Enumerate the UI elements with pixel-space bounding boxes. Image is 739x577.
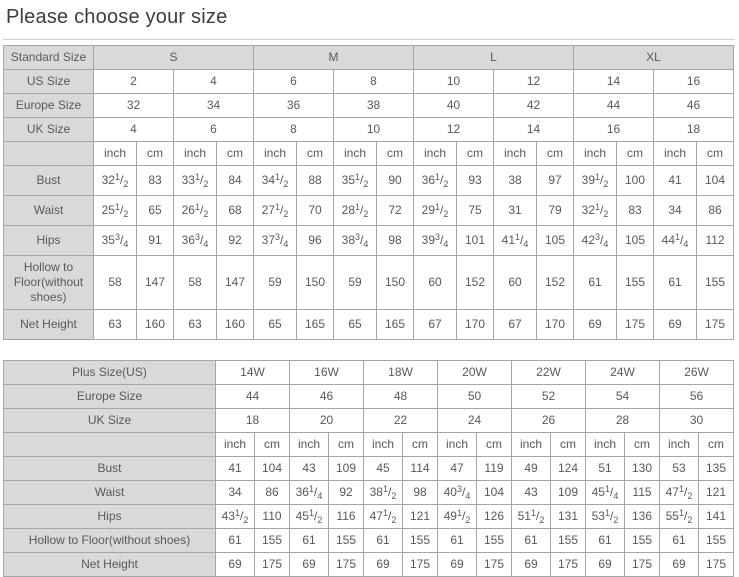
value-cell: 104 xyxy=(477,481,512,505)
value-cell: 83 xyxy=(137,166,174,196)
value-cell: 175 xyxy=(477,553,512,577)
value-cell: 67 xyxy=(414,310,457,340)
page-title: Please choose your size xyxy=(6,6,228,28)
value-cell: 175 xyxy=(551,553,586,577)
size-group-header-cell: S xyxy=(94,46,254,70)
value-cell: 46 xyxy=(290,385,364,409)
value-cell: 126 xyxy=(477,505,512,529)
value-cell: 24W xyxy=(586,361,660,385)
value-cell: 12 xyxy=(494,70,574,94)
value-cell: 105 xyxy=(617,226,654,256)
table-row xyxy=(4,433,734,457)
value-cell: $47^1/_2$ xyxy=(660,481,699,505)
value-cell: 69 xyxy=(660,553,699,577)
value-cell: 104 xyxy=(255,457,290,481)
row-label-cell: Net Height xyxy=(4,310,94,340)
value-cell: 130 xyxy=(625,457,660,481)
corner-label-cell: Standard Size xyxy=(4,46,94,70)
value-cell: 98 xyxy=(403,481,438,505)
table-row xyxy=(4,385,734,409)
value-cell: 69 xyxy=(364,553,403,577)
value-cell: 14W xyxy=(216,361,290,385)
value-cell: 26W xyxy=(660,361,734,385)
value-cell: 69 xyxy=(574,310,617,340)
value-cell: 170 xyxy=(457,310,494,340)
value-cell: 53 xyxy=(660,457,699,481)
table-row xyxy=(4,70,734,94)
value-cell: 121 xyxy=(403,505,438,529)
row-label-cell: Hips xyxy=(4,226,94,256)
value-cell: 150 xyxy=(377,256,414,310)
value-cell: 69 xyxy=(438,553,477,577)
unit-header-cell: inch xyxy=(216,433,255,457)
unit-header-cell: inch xyxy=(334,142,377,166)
value-cell: 88 xyxy=(297,166,334,196)
value-cell: 68 xyxy=(217,196,254,226)
value-cell: 119 xyxy=(477,457,512,481)
value-cell: 10 xyxy=(334,118,414,142)
value-cell: 135 xyxy=(699,457,734,481)
row-label-cell: Net Height xyxy=(4,553,216,577)
unit-header-cell: inch xyxy=(660,433,699,457)
value-cell: 50 xyxy=(438,385,512,409)
value-cell: 16 xyxy=(654,70,734,94)
value-cell: 46 xyxy=(654,94,734,118)
value-cell: 152 xyxy=(457,256,494,310)
value-cell: 86 xyxy=(255,481,290,505)
value-cell: 60 xyxy=(414,256,457,310)
unit-header-cell: cm xyxy=(255,433,290,457)
unit-header-cell: inch xyxy=(654,142,697,166)
value-cell: 175 xyxy=(699,553,734,577)
row-label-cell: US Size xyxy=(4,70,94,94)
table-row xyxy=(4,226,734,256)
value-cell: 155 xyxy=(699,529,734,553)
unit-header-cell: cm xyxy=(697,142,734,166)
value-cell: 45 xyxy=(364,457,403,481)
value-cell: $26^1/_2$ xyxy=(174,196,217,226)
value-cell: $36^1/_2$ xyxy=(414,166,457,196)
standard-size-table xyxy=(3,45,734,340)
value-cell: 51 xyxy=(586,457,625,481)
value-cell: 67 xyxy=(494,310,537,340)
value-cell: 175 xyxy=(625,553,660,577)
value-cell: $37^3/_4$ xyxy=(254,226,297,256)
value-cell: 18 xyxy=(216,409,290,433)
value-cell: $39^1/_2$ xyxy=(574,166,617,196)
value-cell: $41^1/_4$ xyxy=(494,226,537,256)
unit-header-cell: cm xyxy=(137,142,174,166)
unit-header-cell: cm xyxy=(617,142,654,166)
value-cell: $42^3/_4$ xyxy=(574,226,617,256)
value-cell: 12 xyxy=(414,118,494,142)
unit-header-cell: cm xyxy=(551,433,586,457)
value-cell: 48 xyxy=(364,385,438,409)
value-cell: 36 xyxy=(254,94,334,118)
value-cell: 61 xyxy=(290,529,329,553)
value-cell: $39^3/_4$ xyxy=(414,226,457,256)
value-cell: 86 xyxy=(697,196,734,226)
value-cell: $34^1/_2$ xyxy=(254,166,297,196)
row-label-cell xyxy=(4,433,216,457)
value-cell: 52 xyxy=(512,385,586,409)
value-cell: 30 xyxy=(660,409,734,433)
value-cell: $53^1/_2$ xyxy=(586,505,625,529)
value-cell: 44 xyxy=(574,94,654,118)
unit-header-cell: cm xyxy=(537,142,574,166)
value-cell: 97 xyxy=(537,166,574,196)
row-label-cell: Hollow to Floor(without shoes) xyxy=(4,256,94,310)
size-group-header-cell: L xyxy=(414,46,574,70)
value-cell: 112 xyxy=(697,226,734,256)
value-cell: $36^3/_4$ xyxy=(174,226,217,256)
table-row xyxy=(4,457,734,481)
unit-header-cell: inch xyxy=(574,142,617,166)
value-cell: 109 xyxy=(551,481,586,505)
unit-header-cell: inch xyxy=(512,433,551,457)
value-cell: 14 xyxy=(574,70,654,94)
value-cell: 92 xyxy=(217,226,254,256)
row-label-cell xyxy=(4,142,94,166)
value-cell: 175 xyxy=(329,553,364,577)
value-cell: 61 xyxy=(438,529,477,553)
row-label-cell: UK Size xyxy=(4,409,216,433)
value-cell: 58 xyxy=(94,256,137,310)
value-cell: 61 xyxy=(364,529,403,553)
value-cell: 61 xyxy=(574,256,617,310)
unit-header-cell: inch xyxy=(494,142,537,166)
value-cell: 42 xyxy=(494,94,574,118)
value-cell: 49 xyxy=(512,457,551,481)
value-cell: 24 xyxy=(438,409,512,433)
table-row xyxy=(4,505,734,529)
value-cell: $45^1/_2$ xyxy=(290,505,329,529)
value-cell: 18W xyxy=(364,361,438,385)
row-label-cell: Waist xyxy=(4,481,216,505)
table-row xyxy=(4,310,734,340)
value-cell: $25^1/_2$ xyxy=(94,196,137,226)
table-row xyxy=(4,166,734,196)
value-cell: 61 xyxy=(654,256,697,310)
value-cell: 20W xyxy=(438,361,512,385)
value-cell: 175 xyxy=(697,310,734,340)
value-cell: 160 xyxy=(217,310,254,340)
table-row xyxy=(4,142,734,166)
divider xyxy=(3,39,735,40)
value-cell: 175 xyxy=(617,310,654,340)
value-cell: 56 xyxy=(660,385,734,409)
value-cell: 98 xyxy=(377,226,414,256)
value-cell: $51^1/_2$ xyxy=(512,505,551,529)
plus-size-table xyxy=(3,360,734,577)
value-cell: 59 xyxy=(254,256,297,310)
value-cell: 155 xyxy=(329,529,364,553)
row-label-cell: Bust xyxy=(4,166,94,196)
value-cell: 61 xyxy=(660,529,699,553)
row-label-cell: Bust xyxy=(4,457,216,481)
unit-header-cell: cm xyxy=(403,433,438,457)
value-cell: 22 xyxy=(364,409,438,433)
value-cell: 6 xyxy=(174,118,254,142)
value-cell: 40 xyxy=(414,94,494,118)
value-cell: 116 xyxy=(329,505,364,529)
unit-header-cell: cm xyxy=(329,433,364,457)
value-cell: $29^1/_2$ xyxy=(414,196,457,226)
value-cell: 69 xyxy=(512,553,551,577)
row-label-cell: Waist xyxy=(4,196,94,226)
value-cell: 124 xyxy=(551,457,586,481)
value-cell: 6 xyxy=(254,70,334,94)
value-cell: 20 xyxy=(290,409,364,433)
table-row xyxy=(4,196,734,226)
value-cell: 84 xyxy=(217,166,254,196)
value-cell: 147 xyxy=(137,256,174,310)
value-cell: $45^1/_4$ xyxy=(586,481,625,505)
unit-header-cell: inch xyxy=(174,142,217,166)
table-row xyxy=(4,46,734,70)
value-cell: 32 xyxy=(94,94,174,118)
value-cell: 61 xyxy=(512,529,551,553)
unit-header-cell: cm xyxy=(477,433,512,457)
standard-size-table-body xyxy=(4,46,734,340)
value-cell: 69 xyxy=(290,553,329,577)
value-cell: 165 xyxy=(377,310,414,340)
value-cell: 175 xyxy=(255,553,290,577)
size-group-header-cell: XL xyxy=(574,46,734,70)
value-cell: 41 xyxy=(216,457,255,481)
value-cell: 41 xyxy=(654,166,697,196)
table-gap xyxy=(3,340,735,360)
value-cell: 155 xyxy=(403,529,438,553)
plus-size-table-body xyxy=(4,361,734,577)
value-cell: 115 xyxy=(625,481,660,505)
value-cell: 114 xyxy=(403,457,438,481)
value-cell: $32^1/_2$ xyxy=(94,166,137,196)
value-cell: $44^1/_4$ xyxy=(654,226,697,256)
value-cell: 70 xyxy=(297,196,334,226)
value-cell: 96 xyxy=(297,226,334,256)
value-cell: $28^1/_2$ xyxy=(334,196,377,226)
value-cell: 31 xyxy=(494,196,537,226)
table-row xyxy=(4,553,734,577)
value-cell: 43 xyxy=(290,457,329,481)
row-label-cell: UK Size xyxy=(4,118,94,142)
table-row xyxy=(4,529,734,553)
unit-header-cell: cm xyxy=(377,142,414,166)
value-cell: $49^1/_2$ xyxy=(438,505,477,529)
unit-header-cell: inch xyxy=(290,433,329,457)
value-cell: 16W xyxy=(290,361,364,385)
row-label-cell: Hollow to Floor(without shoes) xyxy=(4,529,216,553)
value-cell: 75 xyxy=(457,196,494,226)
value-cell: 101 xyxy=(457,226,494,256)
value-cell: 90 xyxy=(377,166,414,196)
row-label-cell: Europe Size xyxy=(4,385,216,409)
value-cell: 131 xyxy=(551,505,586,529)
value-cell: 63 xyxy=(174,310,217,340)
value-cell: 61 xyxy=(586,529,625,553)
value-cell: 69 xyxy=(216,553,255,577)
value-cell: 44 xyxy=(216,385,290,409)
value-cell: 150 xyxy=(297,256,334,310)
value-cell: 60 xyxy=(494,256,537,310)
value-cell: $38^3/_4$ xyxy=(334,226,377,256)
value-cell: 4 xyxy=(94,118,174,142)
value-cell: $35^1/_2$ xyxy=(334,166,377,196)
value-cell: 2 xyxy=(94,70,174,94)
value-cell: 47 xyxy=(438,457,477,481)
unit-header-cell: inch xyxy=(94,142,137,166)
value-cell: $38^1/_2$ xyxy=(364,481,403,505)
value-cell: 105 xyxy=(537,226,574,256)
value-cell: 61 xyxy=(216,529,255,553)
unit-header-cell: inch xyxy=(254,142,297,166)
value-cell: 26 xyxy=(512,409,586,433)
value-cell: 155 xyxy=(255,529,290,553)
value-cell: $27^1/_2$ xyxy=(254,196,297,226)
value-cell: 22W xyxy=(512,361,586,385)
value-cell: 38 xyxy=(334,94,414,118)
value-cell: 69 xyxy=(586,553,625,577)
value-cell: 10 xyxy=(414,70,494,94)
table-row xyxy=(4,118,734,142)
value-cell: 109 xyxy=(329,457,364,481)
value-cell: 28 xyxy=(586,409,660,433)
value-cell: 72 xyxy=(377,196,414,226)
value-cell: 93 xyxy=(457,166,494,196)
value-cell: 141 xyxy=(699,505,734,529)
value-cell: 14 xyxy=(494,118,574,142)
value-cell: $33^1/_2$ xyxy=(174,166,217,196)
value-cell: 58 xyxy=(174,256,217,310)
value-cell: $55^1/_2$ xyxy=(660,505,699,529)
value-cell: 136 xyxy=(625,505,660,529)
value-cell: 100 xyxy=(617,166,654,196)
value-cell: 160 xyxy=(137,310,174,340)
value-cell: 155 xyxy=(551,529,586,553)
table-row xyxy=(4,409,734,433)
value-cell: 110 xyxy=(255,505,290,529)
unit-header-cell: cm xyxy=(297,142,334,166)
value-cell: 152 xyxy=(537,256,574,310)
value-cell: 92 xyxy=(329,481,364,505)
value-cell: 54 xyxy=(586,385,660,409)
value-cell: $43^1/_2$ xyxy=(216,505,255,529)
value-cell: 59 xyxy=(334,256,377,310)
value-cell: 16 xyxy=(574,118,654,142)
value-cell: 83 xyxy=(617,196,654,226)
value-cell: 175 xyxy=(403,553,438,577)
value-cell: 38 xyxy=(494,166,537,196)
value-cell: 65 xyxy=(137,196,174,226)
value-cell: $32^1/_2$ xyxy=(574,196,617,226)
size-chart-page xyxy=(0,6,739,577)
value-cell: 34 xyxy=(216,481,255,505)
table-row xyxy=(4,481,734,505)
unit-header-cell: cm xyxy=(699,433,734,457)
value-cell: 4 xyxy=(174,70,254,94)
value-cell: 170 xyxy=(537,310,574,340)
value-cell: 121 xyxy=(699,481,734,505)
value-cell: $47^1/_2$ xyxy=(364,505,403,529)
unit-header-cell: inch xyxy=(586,433,625,457)
row-label-cell: Europe Size xyxy=(4,94,94,118)
value-cell: 43 xyxy=(512,481,551,505)
value-cell: $35^3/_4$ xyxy=(94,226,137,256)
value-cell: $36^1/_4$ xyxy=(290,481,329,505)
table-row xyxy=(4,361,734,385)
value-cell: 69 xyxy=(654,310,697,340)
unit-header-cell: inch xyxy=(364,433,403,457)
unit-header-cell: cm xyxy=(625,433,660,457)
value-cell: 34 xyxy=(654,196,697,226)
value-cell: 155 xyxy=(617,256,654,310)
value-cell: 34 xyxy=(174,94,254,118)
value-cell: 155 xyxy=(477,529,512,553)
unit-header-cell: inch xyxy=(438,433,477,457)
table-row xyxy=(4,94,734,118)
unit-header-cell: cm xyxy=(217,142,254,166)
unit-header-cell: inch xyxy=(414,142,457,166)
value-cell: 147 xyxy=(217,256,254,310)
value-cell: 63 xyxy=(94,310,137,340)
value-cell: 104 xyxy=(697,166,734,196)
value-cell: 165 xyxy=(297,310,334,340)
value-cell: 18 xyxy=(654,118,734,142)
unit-header-cell: cm xyxy=(457,142,494,166)
row-label-cell: Plus Size(US) xyxy=(4,361,216,385)
table-row xyxy=(4,256,734,310)
value-cell: 155 xyxy=(625,529,660,553)
value-cell: 65 xyxy=(254,310,297,340)
value-cell: 79 xyxy=(537,196,574,226)
row-label-cell: Hips xyxy=(4,505,216,529)
value-cell: 65 xyxy=(334,310,377,340)
value-cell: 8 xyxy=(254,118,334,142)
size-group-header-cell: M xyxy=(254,46,414,70)
value-cell: $40^3/_4$ xyxy=(438,481,477,505)
value-cell: 8 xyxy=(334,70,414,94)
value-cell: 91 xyxy=(137,226,174,256)
value-cell: 155 xyxy=(697,256,734,310)
